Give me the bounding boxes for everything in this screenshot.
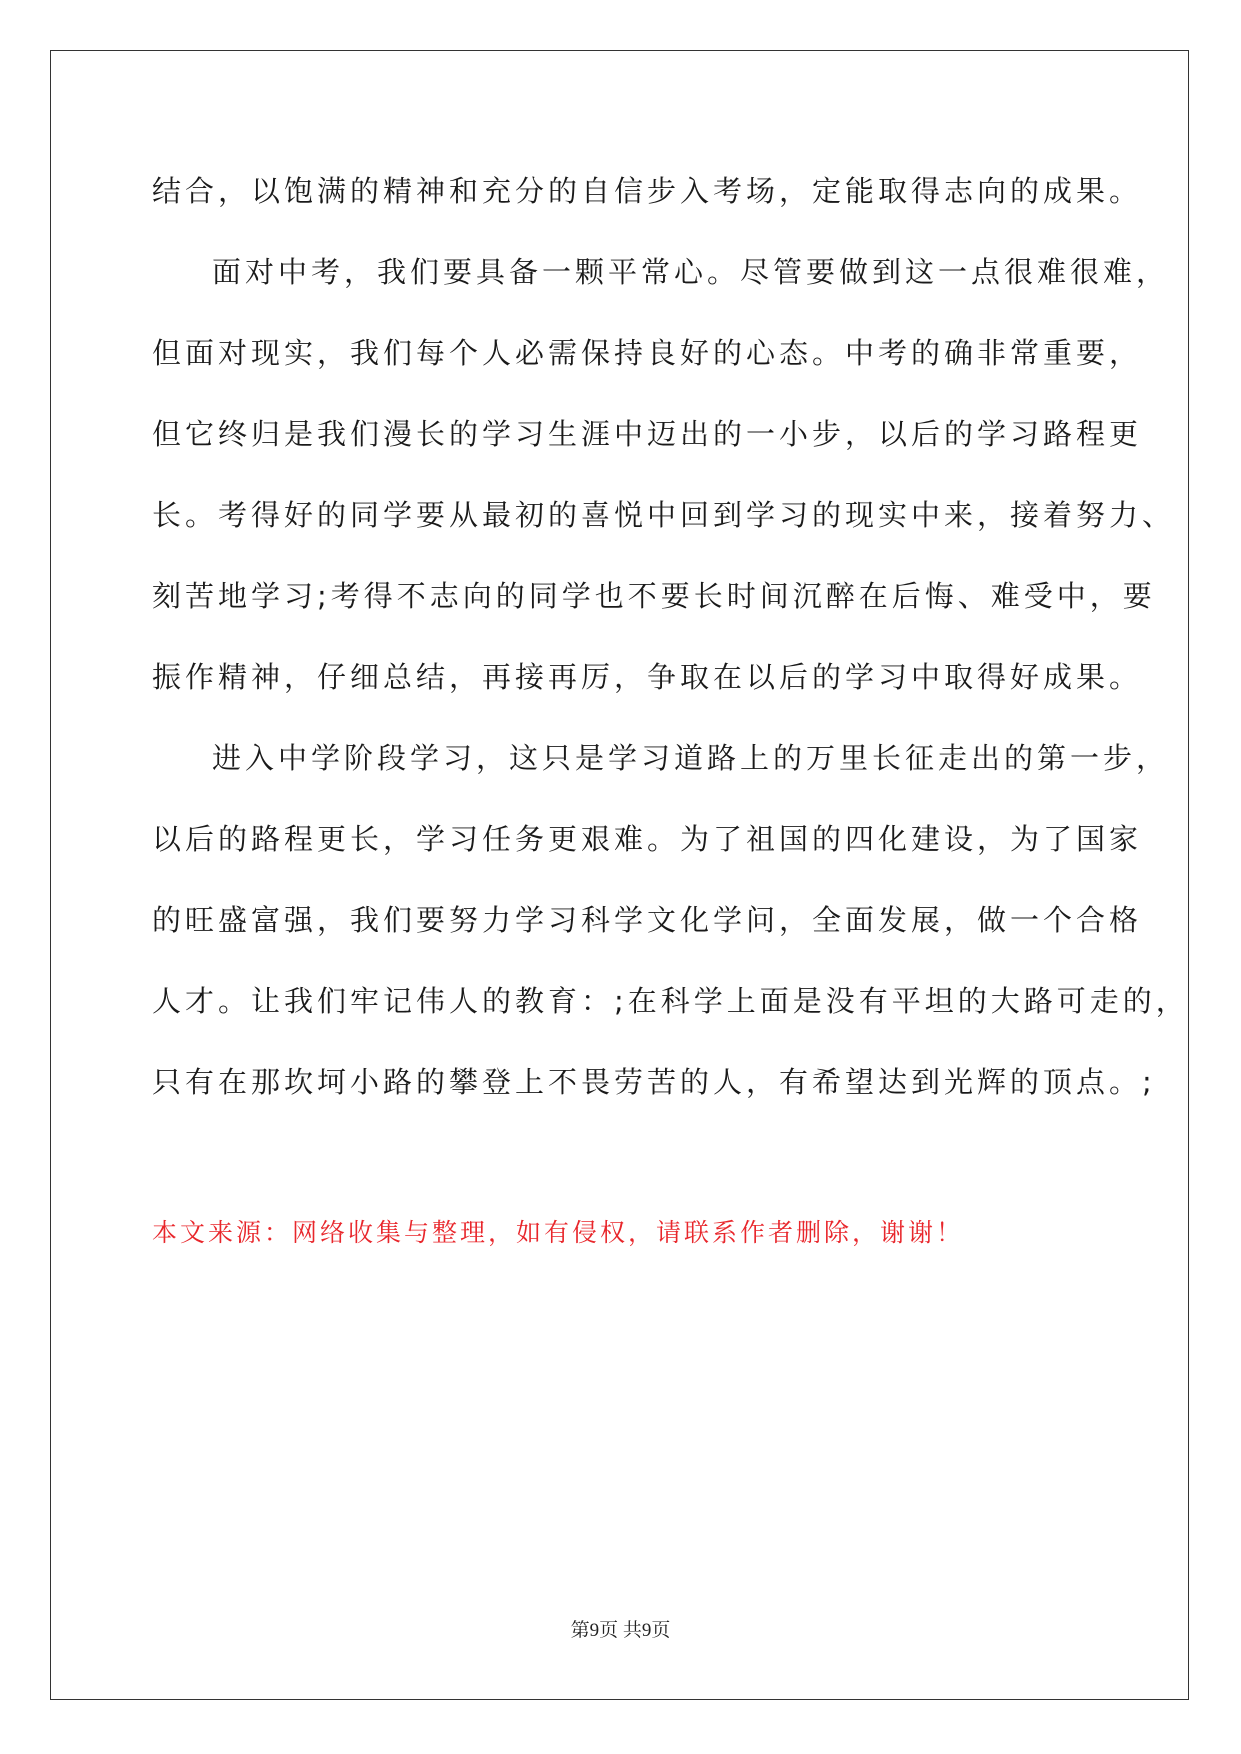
page-number: 第9页 共9页 [570, 1620, 671, 1641]
text-line: 振作精神，仔细总结，再接再厉，争取在以后的学习中取得好成果。 [152, 660, 1143, 694]
paragraph-start-line: 进入中学阶段学习，这只是学习道路上的万里长征走出的第一步， [212, 741, 1170, 775]
text-line: 以后的路程更长，学习任务更艰难。为了祖国的四化建设，为了国家 [152, 822, 1143, 856]
source-note: 本文来源：网络收集与整理，如有侵权，请联系作者删除，谢谢！ [152, 1218, 965, 1247]
text-line: 结合，以饱满的精神和充分的自信步入考场，定能取得志向的成果。 [152, 174, 1143, 208]
text-line: 人才。让我们牢记伟人的教育：;在科学上面是没有平坦的大路可走的， [152, 984, 1189, 1018]
text-line: 的旺盛富强，我们要努力学习科学文化学问，全面发展，做一个合格 [152, 903, 1143, 937]
page-frame [50, 50, 1189, 1700]
text-line: 长。考得好的同学要从最初的喜悦中回到学习的现实中来，接着努力、 [152, 498, 1176, 532]
text-line: 刻苦地学习;考得不志向的同学也不要长时间沉醉在后悔、难受中，要 [152, 579, 1156, 613]
text-line: 但面对现实，我们每个人必需保持良好的心态。中考的确非常重要， [152, 336, 1143, 370]
text-line: 但它终归是我们漫长的学习生涯中迈出的一小步，以后的学习路程更 [152, 417, 1143, 451]
text-line: 只有在那坎坷小路的攀登上不畏劳苦的人，有希望达到光辉的顶点。; [152, 1065, 1156, 1099]
paragraph-start-line: 面对中考，我们要具备一颗平常心。尽管要做到这一点很难很难， [212, 255, 1170, 289]
